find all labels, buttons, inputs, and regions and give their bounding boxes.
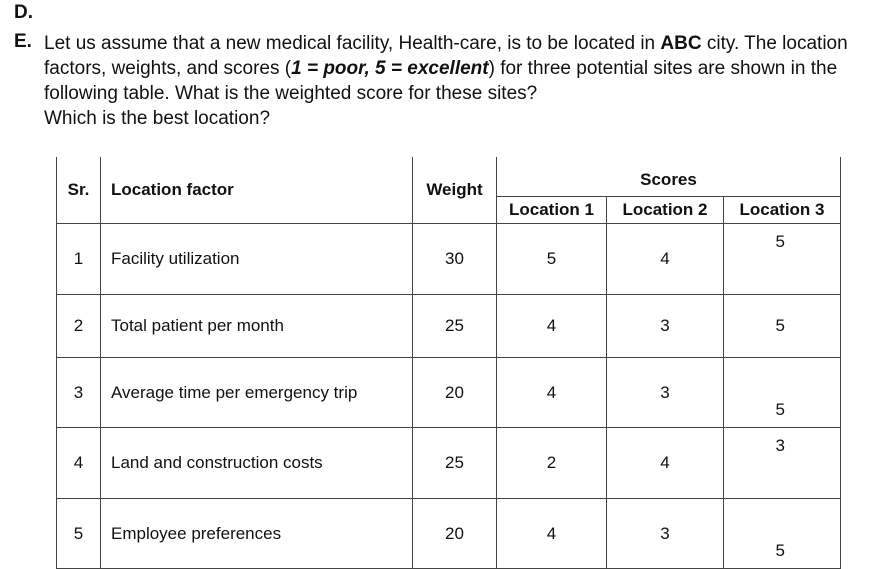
row-location-1: 2: [497, 428, 607, 499]
question-part-2: city. The location factors, weights, and scores (: [44, 33, 848, 79]
row-weight: 30: [413, 224, 497, 295]
row-location-3: 5: [724, 358, 841, 428]
row-location-1: 4: [497, 499, 607, 569]
header-location-factor: Location factor: [101, 157, 413, 224]
section-e-label: E.: [14, 31, 32, 52]
row-sr: 3: [57, 358, 101, 428]
question-part-4: Which is the best location?: [44, 108, 271, 129]
question-text: [44, 31, 859, 131]
table-row: [57, 499, 841, 569]
row-location-2: 3: [607, 295, 724, 358]
row-factor: Facility utilization: [101, 224, 413, 295]
table-row: [57, 428, 841, 499]
row-location-1: 5: [497, 224, 607, 295]
row-factor: Average time per emergency trip: [101, 358, 413, 428]
row-sr: 4: [57, 428, 101, 499]
row-weight: 25: [413, 295, 497, 358]
row-location-3: 3: [724, 428, 841, 499]
city-name: ABC: [660, 33, 702, 54]
header-location-2: Location 2: [607, 197, 724, 224]
row-location-2: 4: [607, 428, 724, 499]
row-location-2: 4: [607, 224, 724, 295]
question-part-1: Let us assume that a new medical facility, Health-care, is to be located in: [44, 33, 661, 54]
row-location-1: 4: [497, 295, 607, 358]
row-weight: 20: [413, 499, 497, 569]
row-location-3: 5: [724, 224, 841, 295]
section-d-label: D.: [14, 2, 33, 23]
row-sr: 1: [57, 224, 101, 295]
header-location-3: Location 3: [724, 197, 841, 224]
score-scale: 1 = poor, 5 = excellent: [291, 58, 489, 79]
table-header-row: [57, 157, 841, 197]
row-factor: Total patient per month: [101, 295, 413, 358]
header-scores: Scores: [497, 157, 841, 197]
row-location-3: 5: [724, 499, 841, 569]
table-row: [57, 358, 841, 428]
row-location-1: 4: [497, 358, 607, 428]
row-weight: 25: [413, 428, 497, 499]
row-sr: 5: [57, 499, 101, 569]
table-row: [57, 295, 841, 358]
table-row: [57, 224, 841, 295]
header-sr: Sr.: [57, 157, 101, 224]
header-weight: Weight: [413, 157, 497, 224]
row-factor: Land and construction costs: [101, 428, 413, 499]
row-weight: 20: [413, 358, 497, 428]
row-location-2: 3: [607, 358, 724, 428]
header-location-1: Location 1: [497, 197, 607, 224]
row-location-3: 5: [724, 295, 841, 358]
question-part-3: ) for three potential sites are shown in the following table. What is the weighted score for these sites?: [44, 58, 838, 104]
row-factor: Employee preferences: [101, 499, 413, 569]
row-location-2: 3: [607, 499, 724, 569]
location-factor-table: [56, 157, 841, 569]
row-sr: 2: [57, 295, 101, 358]
